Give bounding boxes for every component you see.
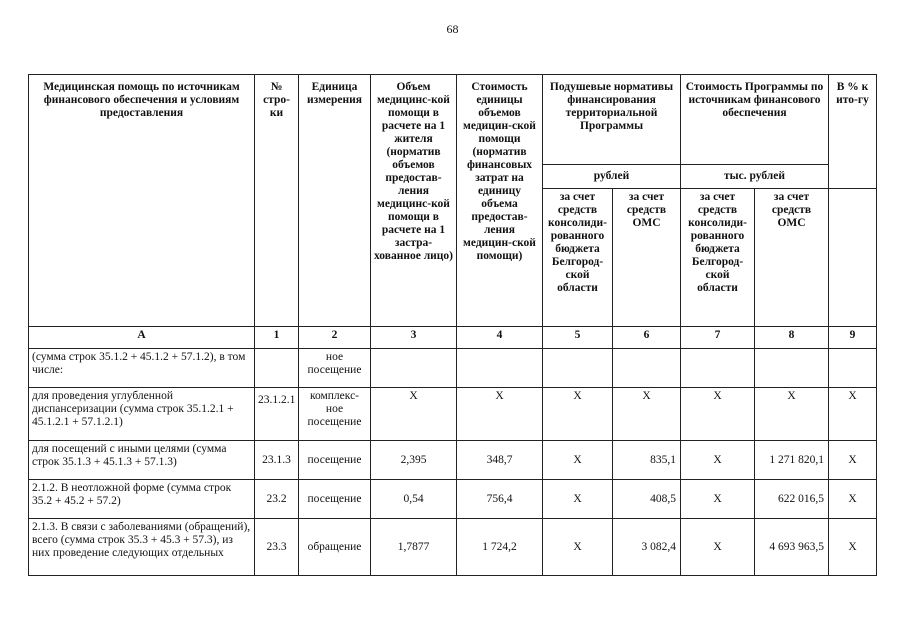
row-c3: 1,7877: [371, 519, 457, 576]
table-header: [29, 75, 877, 327]
index-cell: 6: [613, 327, 681, 349]
row-c9: Х: [829, 441, 877, 480]
index-cell: 1: [255, 327, 299, 349]
header-col-3: Объем медицинс-кой помощи в расчете на 1 жителя (норматив объемов предостав-ления медицинс-кой помощи в расчете на 1 застра-хованное лицо): [371, 75, 457, 327]
row-c7: Х: [681, 441, 755, 480]
row-c7: Х: [681, 388, 755, 441]
index-cell: 9: [829, 327, 877, 349]
row-c9: Х: [829, 480, 877, 519]
row-c5: Х: [543, 519, 613, 576]
row-c6: 3 082,4: [613, 519, 681, 576]
row-c3: 2,395: [371, 441, 457, 480]
row-c8: [755, 349, 829, 388]
index-cell: 2: [299, 327, 371, 349]
row-unit: обращение: [299, 519, 371, 576]
header-col-5: за счет средств консолиди-рованного бюджета Белгород-ской области: [543, 189, 613, 327]
row-c6: Х: [613, 388, 681, 441]
row-c4: 348,7: [457, 441, 543, 480]
row-c5: [543, 349, 613, 388]
header-col-6: за счет средств ОМС: [613, 189, 681, 327]
header-unit-thousand-rubles: тыс. рублей: [681, 165, 829, 189]
row-c6: 835,1: [613, 441, 681, 480]
row-c5: Х: [543, 388, 613, 441]
row-c3: Х: [371, 388, 457, 441]
row-c5: Х: [543, 441, 613, 480]
row-line-number: 23.3: [255, 519, 299, 576]
row-label: 2.1.3. В связи с заболеваниями (обращений), всего (сумма строк 35.3 + 45.3 + 57.3), из них проведение следующих отдельных: [29, 519, 255, 576]
row-label: для посещений с иными целями (сумма строк 35.1.3 + 45.1.3 + 57.1.3): [29, 441, 255, 480]
index-cell: 4: [457, 327, 543, 349]
header-col-8: за счет средств ОМС: [755, 189, 829, 327]
row-c8: 1 271 820,1: [755, 441, 829, 480]
row-c6: 408,5: [613, 480, 681, 519]
index-cell: А: [29, 327, 255, 349]
row-c3: 0,54: [371, 480, 457, 519]
row-c9: Х: [829, 519, 877, 576]
row-c9: [829, 349, 877, 388]
row-c4: 756,4: [457, 480, 543, 519]
table-row: [29, 388, 877, 441]
header-col-7: за счет средств консолиди-рованного бюджета Белгород-ской области: [681, 189, 755, 327]
row-c4: [457, 349, 543, 388]
table-row: [29, 441, 877, 480]
row-c7: Х: [681, 519, 755, 576]
header-col-a: Медицинская помощь по источникам финансового обеспечения и условиям предоставления: [29, 75, 255, 327]
row-unit: ное посещение: [299, 349, 371, 388]
row-c7: [681, 349, 755, 388]
row-line-number: 23.1.2.1: [255, 388, 299, 441]
header-per-capita-group: Подушевые нормативы финансирования территориальной Программы: [543, 75, 681, 165]
table-row: [29, 480, 877, 519]
index-cell: 7: [681, 327, 755, 349]
header-unit-rubles: рублей: [543, 165, 681, 189]
row-unit: посещение: [299, 441, 371, 480]
table-body: [29, 349, 877, 576]
row-unit: комплекс-ное посещение: [299, 388, 371, 441]
header-col-2: Единица измерения: [299, 75, 371, 327]
column-index-row: [29, 327, 877, 349]
row-line-number: [255, 349, 299, 388]
row-label: 2.1.2. В неотложной форме (сумма строк 35.2 + 45.2 + 57.2): [29, 480, 255, 519]
row-label: (сумма строк 35.1.2 + 45.1.2 + 57.1.2), в том числе:: [29, 349, 255, 388]
row-line-number: 23.2: [255, 480, 299, 519]
index-cell: 8: [755, 327, 829, 349]
row-unit: посещение: [299, 480, 371, 519]
table-row: [29, 349, 877, 388]
row-c8: 622 016,5: [755, 480, 829, 519]
row-c4: 1 724,2: [457, 519, 543, 576]
page-number: 68: [446, 22, 459, 36]
row-c7: Х: [681, 480, 755, 519]
header-col-9: В % к ито-гу: [829, 75, 877, 189]
header-program-cost-group: Стоимость Программы по источникам финансового обеспечения: [681, 75, 829, 165]
index-cell: 3: [371, 327, 457, 349]
row-line-number: 23.1.3: [255, 441, 299, 480]
row-c6: [613, 349, 681, 388]
row-c8: Х: [755, 388, 829, 441]
header-col-1: № стро-ки: [255, 75, 299, 327]
row-c5: Х: [543, 480, 613, 519]
index-cell: 5: [543, 327, 613, 349]
header-col-4: Стоимость единицы объемов медицин-ской помощи (норматив финансовых затрат на единицу объема предостав-ления медицин-ской помощи): [457, 75, 543, 327]
table-row: [29, 519, 877, 576]
financing-table: [28, 74, 877, 576]
row-c9: Х: [829, 388, 877, 441]
row-c3: [371, 349, 457, 388]
row-label: для проведения углубленной диспансеризации (сумма строк 35.1.2.1 + 45.1.2.1 + 57.1.2.1): [29, 388, 255, 441]
header-col-9-empty: [829, 189, 877, 327]
row-c8: 4 693 963,5: [755, 519, 829, 576]
row-c4: Х: [457, 388, 543, 441]
